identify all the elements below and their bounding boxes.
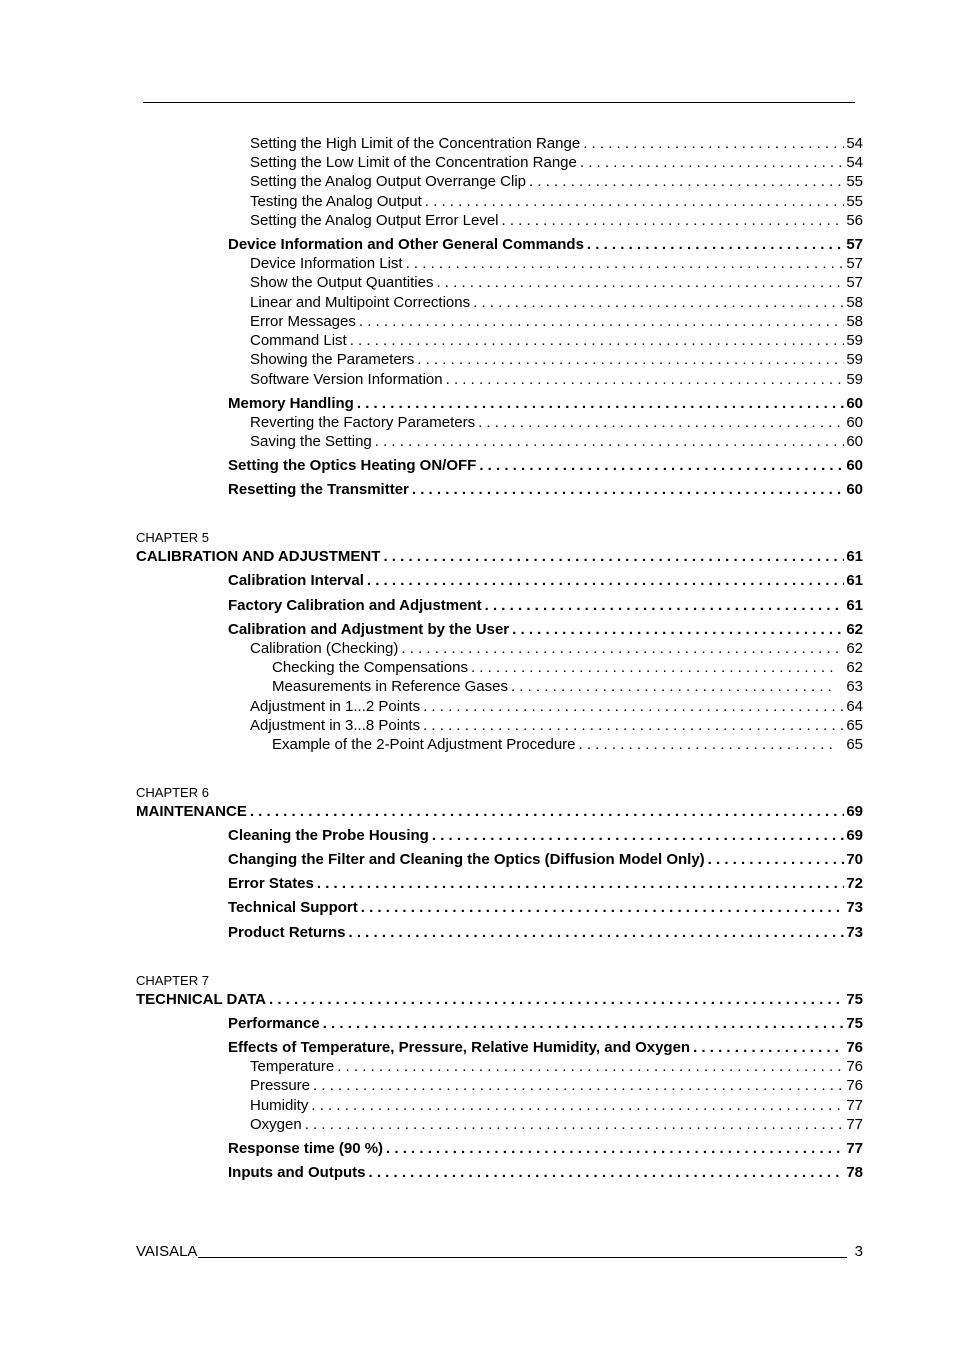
toc-entry-title: Linear and Multipoint Corrections [250, 294, 471, 311]
toc-section[interactable] [228, 826, 863, 846]
toc-entry-page: 75 [846, 991, 863, 1008]
toc-entry-page: 73 [846, 899, 863, 916]
toc-entry-page: 77 [846, 1097, 863, 1114]
toc-chapter[interactable] [136, 990, 863, 1010]
dot-leader [311, 1096, 844, 1116]
toc-entry-title: Reverting the Factory Parameters [250, 414, 476, 431]
toc-entry-page: 57 [846, 274, 863, 291]
toc-entry-page: 62 [846, 659, 863, 676]
toc-entry-page: 56 [846, 212, 863, 229]
toc-entry[interactable] [250, 331, 863, 351]
toc-section[interactable] [228, 874, 863, 894]
dot-leader [349, 923, 845, 943]
toc-entry[interactable] [250, 273, 863, 293]
footer-rule [198, 1242, 846, 1258]
toc-section[interactable] [228, 235, 863, 255]
toc-entry-page: 76 [846, 1039, 863, 1056]
toc-entry-title: Setting the Optics Heating ON/OFF [228, 457, 477, 474]
header-rule [143, 102, 855, 103]
toc-chapter[interactable] [136, 547, 863, 567]
dot-leader [386, 1139, 844, 1159]
toc-entry-page: 57 [846, 236, 863, 253]
dot-leader [250, 802, 844, 822]
dot-leader [357, 394, 844, 414]
dot-leader [305, 1115, 845, 1135]
toc-entry-title: Testing the Analog Output [250, 193, 422, 210]
toc-entry-title: Calibration and Adjustment by the User [228, 621, 510, 638]
toc-entry[interactable] [250, 1115, 863, 1135]
toc-section[interactable] [228, 898, 863, 918]
toc-entry-title: Calibration (Checking) [250, 640, 399, 657]
dot-leader [473, 293, 844, 313]
toc-entry-page: 54 [846, 135, 863, 152]
toc-entry-title: Calibration Interval [228, 572, 364, 589]
toc-entry-page: 60 [846, 395, 863, 412]
dot-leader [529, 172, 844, 192]
toc-entry[interactable] [250, 172, 863, 192]
toc-chapter[interactable] [136, 802, 863, 822]
toc-entry-page: 76 [846, 1077, 863, 1094]
toc-section[interactable] [228, 850, 863, 870]
toc-entry-page: 54 [846, 154, 863, 171]
toc-entry-title: Checking the Compensations [272, 659, 468, 676]
toc-entry-title: Cleaning the Probe Housing [228, 827, 429, 844]
toc-entry[interactable] [250, 697, 863, 717]
toc-section[interactable] [228, 620, 863, 640]
toc-entry-title: Setting the Analog Output Error Level [250, 212, 499, 229]
toc-section[interactable] [228, 571, 863, 591]
toc-section[interactable] [228, 1014, 863, 1034]
toc-entry-title: Adjustment in 1...2 Points [250, 698, 421, 715]
dot-leader [485, 596, 845, 616]
dot-leader [375, 432, 845, 452]
toc-entry-page: 55 [846, 193, 863, 210]
toc-entry-title: Measurements in Reference Gases [272, 678, 508, 695]
toc-entry-page: 59 [846, 332, 863, 349]
dot-leader [401, 639, 844, 659]
dot-leader [583, 134, 844, 154]
toc-entry-page: 62 [846, 621, 863, 638]
dot-leader [436, 273, 844, 293]
toc-entry-title: Showing the Parameters [250, 351, 415, 368]
toc-entry-title: Effects of Temperature, Pressure, Relative Humidity, and Oxygen [228, 1039, 691, 1056]
toc-entry[interactable] [250, 1076, 863, 1096]
toc-entry-title: Error Messages [250, 313, 356, 330]
toc-entry[interactable] [250, 134, 863, 154]
toc-entry-page: 77 [846, 1140, 863, 1157]
dot-leader [269, 990, 844, 1010]
toc-entry[interactable] [250, 413, 863, 433]
toc-entry[interactable] [272, 658, 863, 678]
dot-leader [446, 370, 845, 390]
dot-leader [368, 1163, 844, 1183]
dot-leader [579, 735, 837, 755]
dot-leader [471, 658, 836, 678]
dot-leader [313, 1076, 844, 1096]
dot-leader [587, 235, 844, 255]
toc-entry[interactable] [250, 211, 863, 231]
toc-entry-title: Changing the Filter and Cleaning the Optics (Diffusion Model Only) [228, 851, 705, 868]
toc-entry-page: 77 [846, 1116, 863, 1133]
toc-entry-title: Temperature [250, 1058, 335, 1075]
toc-entry-page: 61 [846, 597, 863, 614]
toc-entry-page: 59 [846, 371, 863, 388]
toc-entry-page: 65 [846, 736, 863, 753]
toc-entry-title: Product Returns [228, 924, 346, 941]
footer-brand: VAISALA [136, 1243, 198, 1260]
toc-entry[interactable] [250, 153, 863, 173]
toc-entry-title: Setting the Low Limit of the Concentration Range [250, 154, 577, 171]
toc-entry-page: 61 [846, 572, 863, 589]
toc-entry-title: Response time (90 %) [228, 1140, 384, 1157]
toc-section[interactable] [228, 480, 863, 500]
page-footer [136, 1242, 863, 1262]
dot-leader [337, 1057, 844, 1077]
toc-entry-title: Memory Handling [228, 395, 354, 412]
dot-leader [412, 480, 844, 500]
toc-entry[interactable] [250, 192, 863, 212]
toc-entry-page: 60 [846, 433, 863, 450]
dot-leader [478, 413, 844, 433]
toc-entry-title: Device Information List [250, 255, 403, 272]
toc-entry-title: Error States [228, 875, 314, 892]
dot-leader [512, 620, 844, 640]
toc-entry-page: 60 [846, 481, 863, 498]
toc-entry-page: 72 [846, 875, 863, 892]
toc-entry-title: CALIBRATION AND ADJUSTMENT [136, 548, 381, 565]
toc-entry-page: 78 [846, 1164, 863, 1181]
toc-entry-title: Example of the 2-Point Adjustment Procedure [272, 736, 576, 753]
toc-section[interactable] [228, 596, 863, 616]
chapter-label: CHAPTER 6 [136, 785, 209, 800]
dot-leader [383, 547, 844, 567]
toc-entry-title: TECHNICAL DATA [136, 991, 266, 1008]
dot-leader [323, 1014, 845, 1034]
dot-leader [432, 826, 844, 846]
dot-leader [693, 1038, 844, 1058]
dot-leader [511, 677, 836, 697]
toc-entry-page: 69 [846, 803, 863, 820]
dot-leader [425, 192, 845, 212]
page-number: 3 [854, 1243, 863, 1260]
toc-entry-page: 59 [846, 351, 863, 368]
toc-entry[interactable] [250, 432, 863, 452]
toc-entry-page: 64 [846, 698, 863, 715]
toc-section[interactable] [228, 456, 863, 476]
toc-entry[interactable] [272, 677, 863, 697]
toc-entry-page: 65 [846, 717, 863, 734]
toc-entry-title: Software Version Information [250, 371, 443, 388]
toc-entry-page: 76 [846, 1058, 863, 1075]
toc-entry[interactable] [250, 293, 863, 313]
dot-leader [406, 254, 845, 274]
toc-entry[interactable] [272, 735, 863, 755]
dot-leader [580, 153, 844, 173]
dot-leader [359, 312, 844, 332]
toc-entry-title: Device Information and Other General Commands [228, 236, 584, 253]
toc-entry-page: 58 [846, 313, 863, 330]
dot-leader [367, 571, 844, 591]
toc-entry-title: Setting the Analog Output Overrange Clip [250, 173, 527, 190]
toc-entry-page: 70 [846, 851, 863, 868]
toc-entry[interactable] [250, 639, 863, 659]
toc-entry-page: 75 [846, 1015, 863, 1032]
toc-entry-title: Show the Output Quantities [250, 274, 434, 291]
toc-entry-page: 57 [846, 255, 863, 272]
toc-section[interactable] [228, 1139, 863, 1159]
toc-entry-title: Adjustment in 3...8 Points [250, 717, 421, 734]
toc-entry[interactable] [250, 312, 863, 332]
dot-leader [423, 697, 844, 717]
dot-leader [423, 716, 844, 736]
toc-entry[interactable] [250, 1057, 863, 1077]
toc-entry[interactable] [250, 1096, 863, 1116]
toc-entry[interactable] [250, 370, 863, 390]
toc-entry-page: 60 [846, 414, 863, 431]
toc-entry[interactable] [250, 716, 863, 736]
toc-entry-title: Inputs and Outputs [228, 1164, 366, 1181]
toc-entry-page: 61 [846, 548, 863, 565]
toc-entry-title: Performance [228, 1015, 320, 1032]
dot-leader [479, 456, 844, 476]
toc-section[interactable] [228, 1163, 863, 1183]
dot-leader [502, 211, 845, 231]
toc-entry-title: Saving the Setting [250, 433, 372, 450]
toc-entry-title: Oxygen [250, 1116, 302, 1133]
toc-entry-page: 63 [846, 678, 863, 695]
toc-section[interactable] [228, 923, 863, 943]
toc-entry[interactable] [250, 254, 863, 274]
dot-leader [317, 874, 844, 894]
toc-section[interactable] [228, 1038, 863, 1058]
dot-leader [350, 331, 845, 351]
toc-section[interactable] [228, 394, 863, 414]
dot-leader [417, 350, 844, 370]
dot-leader [361, 898, 845, 918]
toc-entry[interactable] [250, 350, 863, 370]
toc-entry-title: Factory Calibration and Adjustment [228, 597, 482, 614]
toc-entry-title: Humidity [250, 1097, 309, 1114]
toc-entry-title: Technical Support [228, 899, 358, 916]
toc-entry-title: Command List [250, 332, 347, 349]
toc-entry-page: 58 [846, 294, 863, 311]
toc-entry-page: 73 [846, 924, 863, 941]
toc-entry-title: MAINTENANCE [136, 803, 247, 820]
toc-entry-page: 55 [846, 173, 863, 190]
toc-entry-page: 60 [846, 457, 863, 474]
toc-entry-title: Resetting the Transmitter [228, 481, 409, 498]
toc-entry-page: 69 [846, 827, 863, 844]
chapter-label: CHAPTER 7 [136, 973, 209, 988]
toc-entry-page: 62 [846, 640, 863, 657]
toc-entry-title: Setting the High Limit of the Concentration Range [250, 135, 581, 152]
dot-leader [708, 850, 845, 870]
chapter-label: CHAPTER 5 [136, 530, 209, 545]
toc-entry-title: Pressure [250, 1077, 311, 1094]
